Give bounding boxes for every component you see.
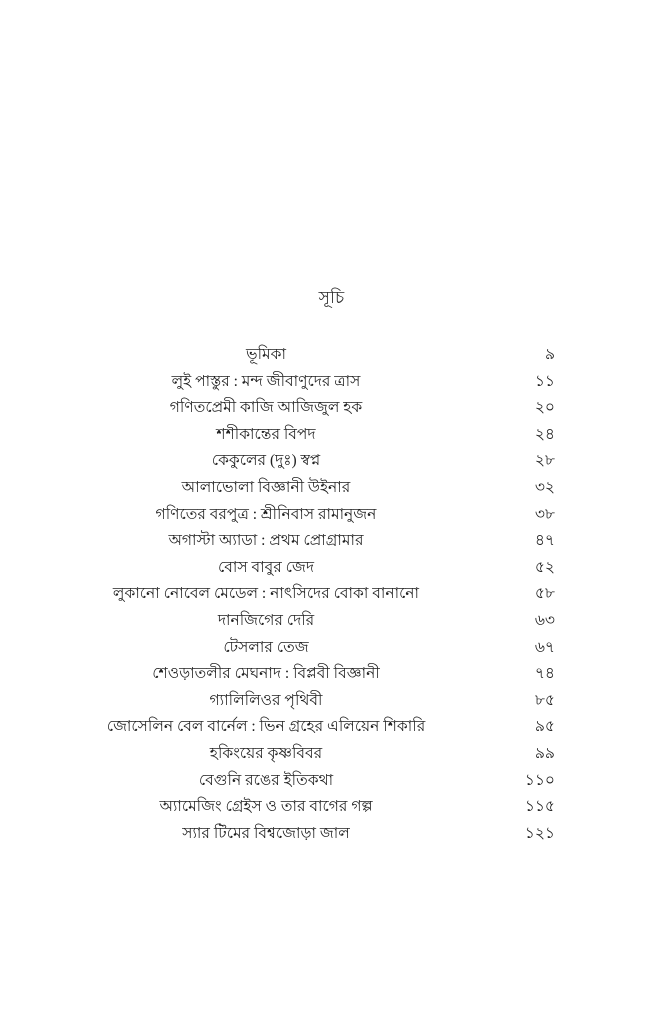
toc-entry-title: অগাস্টা অ্যাডা : প্রথম প্রোগ্রামার — [168, 532, 364, 550]
toc-entry-title: বেগুনি রঙের ইতিকথা — [198, 771, 334, 789]
toc-entry[interactable] — [0, 555, 663, 582]
toc-entry-page-number: ৫৮ — [534, 585, 555, 603]
toc-entry[interactable] — [0, 448, 663, 475]
toc-entry[interactable] — [0, 369, 663, 396]
toc-entry-title: গ্যালিলিওর পৃথিবী — [209, 691, 323, 709]
toc-entry[interactable] — [0, 741, 663, 768]
toc-entry-page-number: ২৮ — [534, 452, 555, 470]
toc-entry[interactable] — [0, 342, 663, 369]
toc-entry-page-number: ৩২ — [534, 478, 555, 496]
toc-entry-page-number: ২৪ — [534, 425, 555, 443]
toc-entry-page-number: ১১ — [534, 372, 555, 390]
toc-entry[interactable] — [0, 528, 663, 555]
toc-entry-page-number: ৫২ — [534, 558, 555, 576]
toc-entry-page-number: ৯ — [544, 346, 555, 363]
toc-entry-page-number: ৩৮ — [534, 505, 555, 523]
toc-entry-page-number: ৯৫ — [534, 718, 555, 736]
table-of-contents-list — [0, 342, 663, 847]
toc-entry-title: স্যার টিমের বিশ্বজোড়া জাল — [182, 824, 350, 842]
toc-entry-page-number: ১১৫ — [524, 798, 555, 816]
toc-entry[interactable] — [0, 688, 663, 715]
toc-entry-page-number: ২০ — [534, 399, 555, 417]
toc-entry-title: অ্যামেজিং গ্রেইস ও তার বাগের গল্প — [159, 798, 373, 816]
toc-entry-title: গণিতের বরপুত্র : শ্রীনিবাস রামানুজন — [155, 505, 377, 523]
toc-entry-page-number: ৪৭ — [534, 532, 555, 550]
toc-entry-title: ভূমিকা — [246, 346, 286, 363]
toc-entry-title: জোসেলিন বেল বার্নেল : ভিন গ্রহের এলিয়েন শিকারি — [106, 718, 426, 736]
toc-entry-title: শশীকান্তের বিপদ — [216, 425, 316, 443]
toc-entry[interactable] — [0, 422, 663, 449]
toc-entry-page-number: ৮৫ — [534, 691, 555, 709]
toc-entry-title: কেকুলের (দুঃ) স্বপ্ন — [211, 452, 321, 470]
toc-entry[interactable] — [0, 661, 663, 688]
toc-entry-page-number: ৬৩ — [534, 611, 555, 629]
toc-entry[interactable] — [0, 608, 663, 635]
toc-entry-page-number: ৭৪ — [534, 665, 555, 683]
toc-entry[interactable] — [0, 475, 663, 502]
toc-entry[interactable] — [0, 502, 663, 529]
toc-entry[interactable] — [0, 714, 663, 741]
toc-entry[interactable] — [0, 395, 663, 422]
toc-entry-title: আলাভোলা বিজ্ঞানী উইনার — [181, 478, 351, 496]
toc-entry-page-number: ৯৯ — [534, 744, 555, 762]
toc-entry[interactable] — [0, 794, 663, 821]
toc-entry[interactable] — [0, 768, 663, 795]
toc-entry-title: লুকানো নোবেল মেডেল : নাৎসিদের বোকা বানানো — [112, 585, 420, 603]
toc-entry-title: শেওড়াতলীর মেঘনাদ : বিপ্লবী বিজ্ঞানী — [152, 665, 380, 683]
toc-entry-title: লুই পাস্তুর : মন্দ জীবাণুদের ত্রাস — [171, 372, 361, 390]
toc-entry[interactable] — [0, 821, 663, 848]
toc-entry-title: হকিংয়ের কৃষ্ণবিবর — [209, 744, 323, 762]
toc-entry[interactable] — [0, 635, 663, 662]
page-title: সূচি — [318, 288, 345, 307]
toc-entry-title: বোস বাবুর জেদ — [218, 558, 314, 576]
toc-entry-page-number: ৬৭ — [534, 638, 555, 656]
toc-entry-title: টেসলার তেজ — [223, 638, 309, 656]
toc-entry-page-number: ১১০ — [524, 771, 555, 789]
toc-entry-title: দানজিগের দেরি — [217, 611, 315, 629]
toc-entry-title: গণিতপ্রেমী কাজি আজিজুল হক — [169, 399, 363, 417]
toc-entry[interactable] — [0, 581, 663, 608]
toc-entry-page-number: ১২১ — [524, 824, 555, 842]
